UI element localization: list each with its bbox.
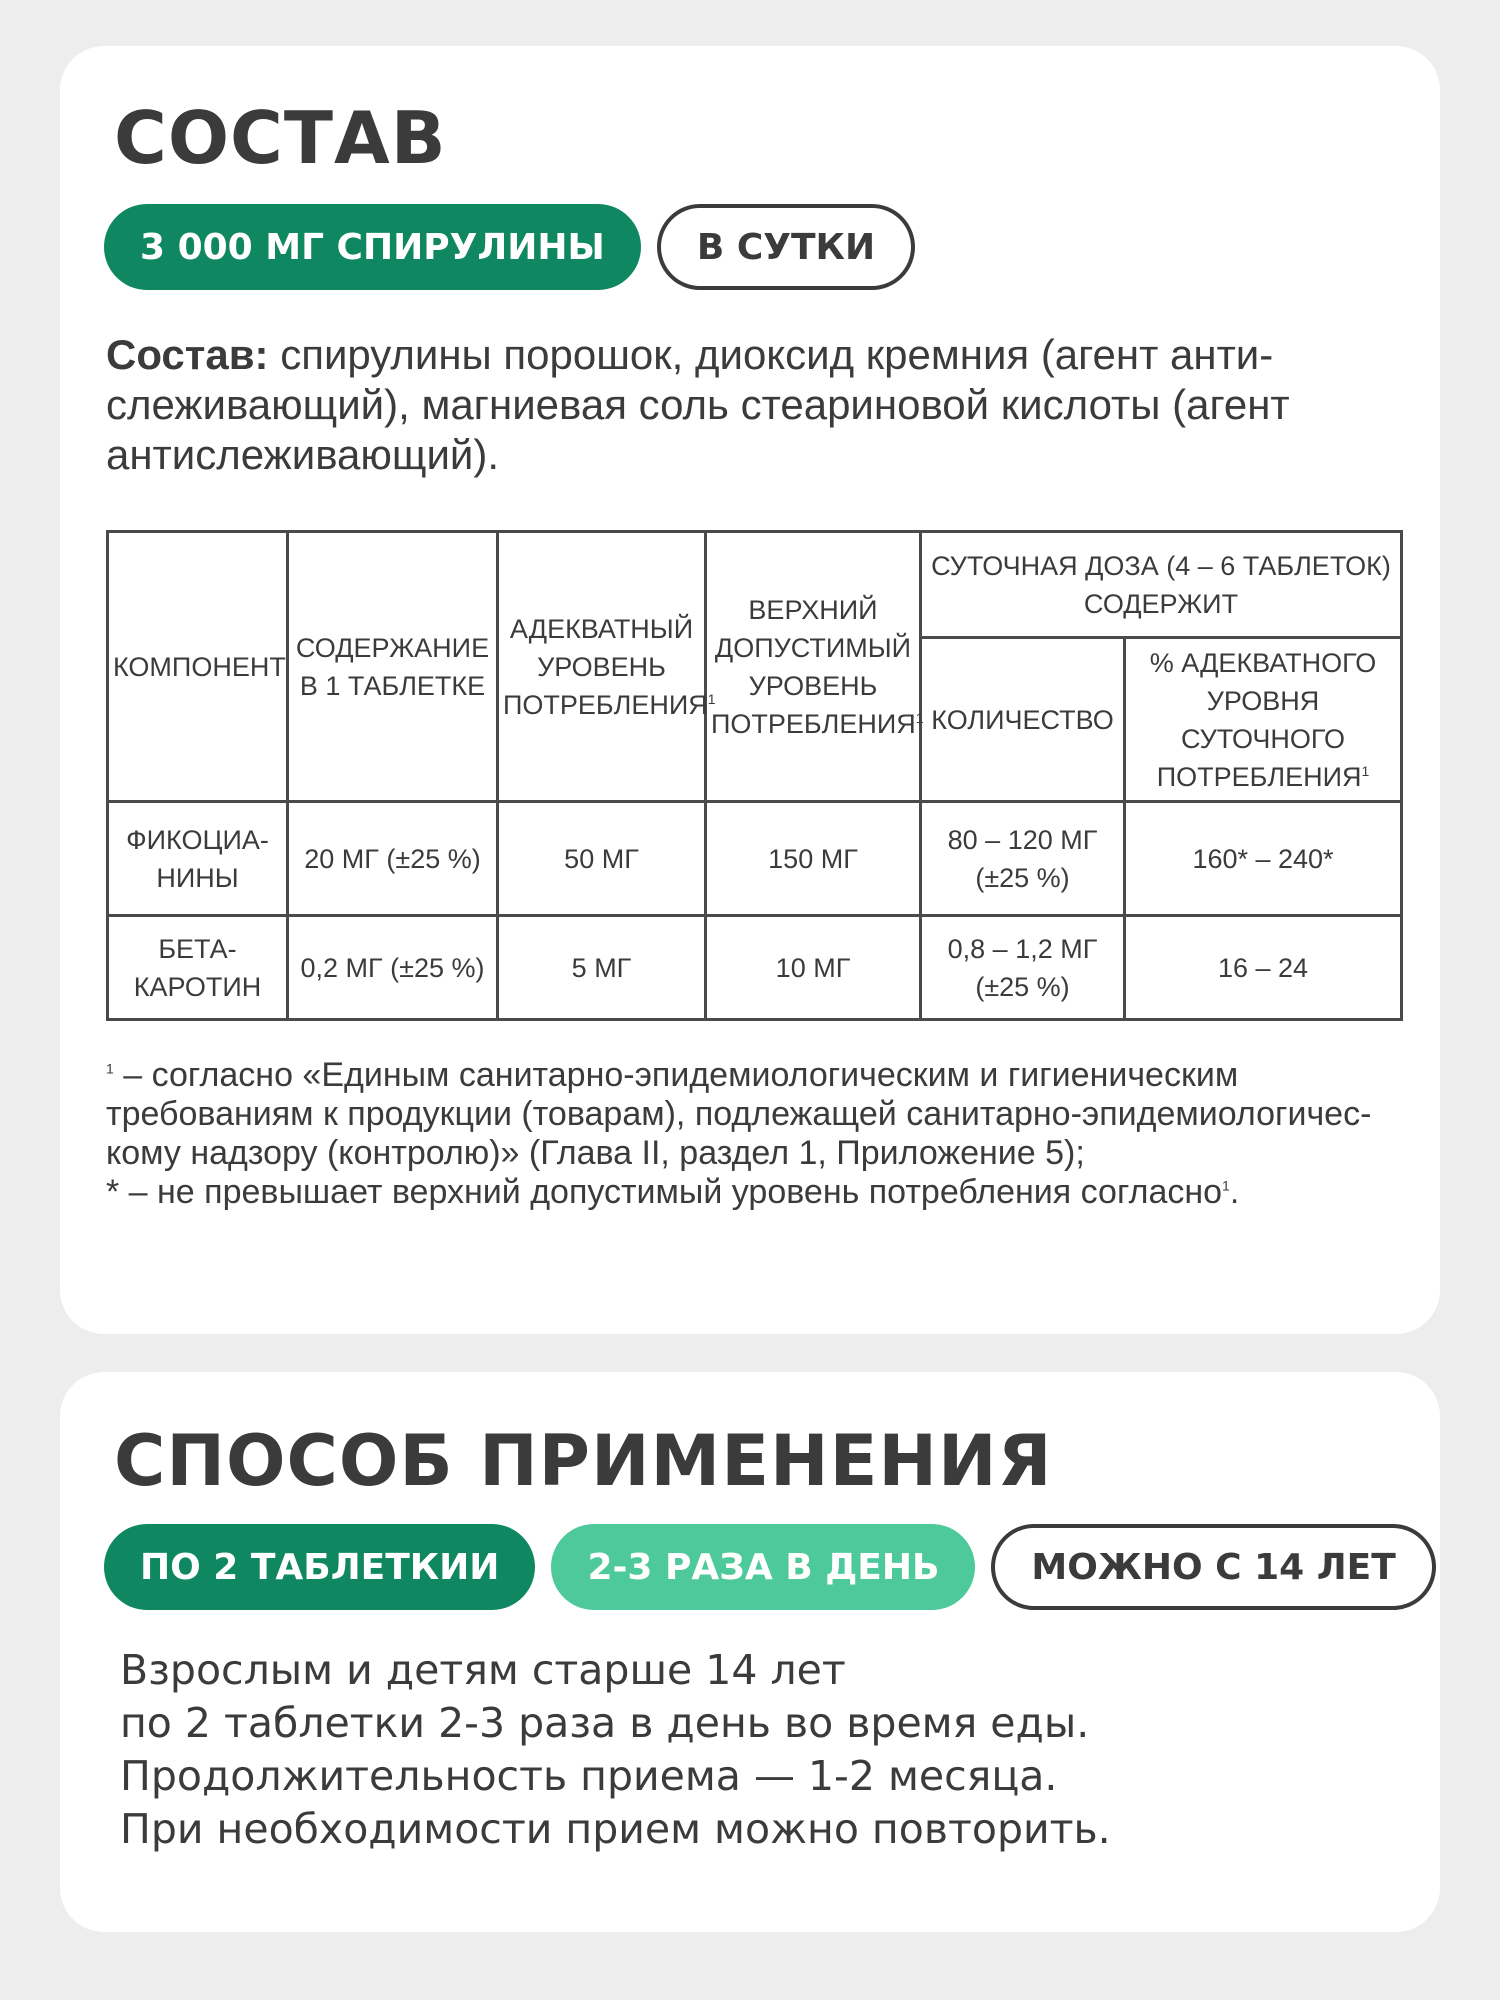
per-day-pill: В СУТКИ	[657, 204, 915, 290]
cell-percent: 160* – 240*	[1125, 802, 1402, 916]
cell-upper: 10 МГ	[706, 916, 921, 1020]
age-pill: МОЖНО С 14 ЛЕТ	[991, 1524, 1435, 1610]
composition-line: слеживающий), магниевая соль стеариновой кислоты (агент	[106, 381, 1290, 428]
cell-amount: 80 – 120 МГ (±25 %)	[921, 802, 1125, 916]
footnote-1: $^1$ – согласно «Единым санитарно-эпидемиологическим и гигиеническим	[106, 1056, 1239, 1094]
usage-card	[60, 1372, 1440, 1932]
header-percent: % АДЕКВАТНОГО УРОВНЯ СУТОЧНОГО ПОТРЕБЛЕНИЯ$^1$	[1125, 638, 1402, 802]
usage-text	[120, 1644, 1380, 1856]
footnotes	[106, 1056, 1406, 1212]
header-adequate: АДЕКВАТНЫЙ УРОВЕНЬ ПОТРЕБЛЕНИЯ$^1$	[498, 532, 706, 802]
footnote-mark: 1	[707, 690, 716, 707]
composition-text	[106, 330, 1406, 480]
header-upper: ВЕРХНИЙ ДОПУСТИМЫЙ УРОВЕНЬ ПОТРЕБЛЕНИЯ$^1$	[706, 532, 921, 802]
footnote-mark: 1	[915, 709, 924, 726]
cell-per-tablet: 20 МГ (±25 %)	[288, 802, 498, 916]
composition-title: СОСТАВ	[114, 96, 447, 180]
dose-pill: ПО 2 ТАБЛЕТКИИ	[104, 1524, 535, 1610]
table-row	[108, 916, 1402, 1020]
header-amount: КОЛИЧЕСТВО	[921, 638, 1125, 802]
cell-upper: 150 МГ	[706, 802, 921, 916]
frequency-pill: 2-3 РАЗА В ДЕНЬ	[551, 1524, 975, 1610]
usage-pills	[104, 1524, 1436, 1610]
cell-component: БЕТА- КАРОТИН	[108, 916, 288, 1020]
usage-line: Продолжительность приема — 1-2 месяца.	[120, 1752, 1058, 1800]
composition-label: Состав:	[106, 331, 269, 378]
footnote-1-line: требованиям к продукции (товарам), подлежащей санитарно-эпидемиологичес-	[106, 1095, 1372, 1133]
footnote-2: * – не превышает верхний допустимый уровень потребления согласно$^1$.	[106, 1173, 1240, 1211]
composition-line: антислеживающий).	[106, 431, 500, 478]
nutrition-table	[106, 530, 1403, 1021]
header-daily-dose: СУТОЧНАЯ ДОЗА (4 – 6 ТАБЛЕТОК) СОДЕРЖИТ	[921, 532, 1402, 638]
cell-adequate: 5 МГ	[498, 916, 706, 1020]
composition-pills	[104, 204, 915, 290]
composition-card	[60, 46, 1440, 1334]
cell-amount: 0,8 – 1,2 МГ (±25 %)	[921, 916, 1125, 1020]
footnote-mark: 1	[1361, 762, 1370, 779]
footnote-mark: 1	[1222, 1177, 1230, 1194]
usage-line: При необходимости прием можно повторить.	[120, 1805, 1111, 1853]
cell-component: ФИКОЦИА- НИНЫ	[108, 802, 288, 916]
header-component: КОМПОНЕНТ	[108, 532, 288, 802]
header-per-tablet: СОДЕРЖАНИЕ В 1 ТАБЛЕТКЕ	[288, 532, 498, 802]
cell-adequate: 50 МГ	[498, 802, 706, 916]
cell-per-tablet: 0,2 МГ (±25 %)	[288, 916, 498, 1020]
usage-line: по 2 таблетки 2-3 раза в день во время еды.	[120, 1699, 1090, 1747]
composition-line: спирулины порошок, диоксид кремния (агент анти-	[280, 331, 1274, 378]
usage-line: Взрослым и детям старше 14 лет	[120, 1646, 846, 1694]
cell-percent: 16 – 24	[1125, 916, 1402, 1020]
spirulina-dose-pill: 3 000 МГ СПИРУЛИНЫ	[104, 204, 641, 290]
usage-title: СПОСОБ ПРИМЕНЕНИЯ	[114, 1420, 1053, 1502]
footnote-mark: 1	[106, 1060, 114, 1077]
table-row	[108, 802, 1402, 916]
footnote-1-line: кому надзору (контролю)» (Глава II, раздел 1, Приложение 5);	[106, 1134, 1085, 1172]
